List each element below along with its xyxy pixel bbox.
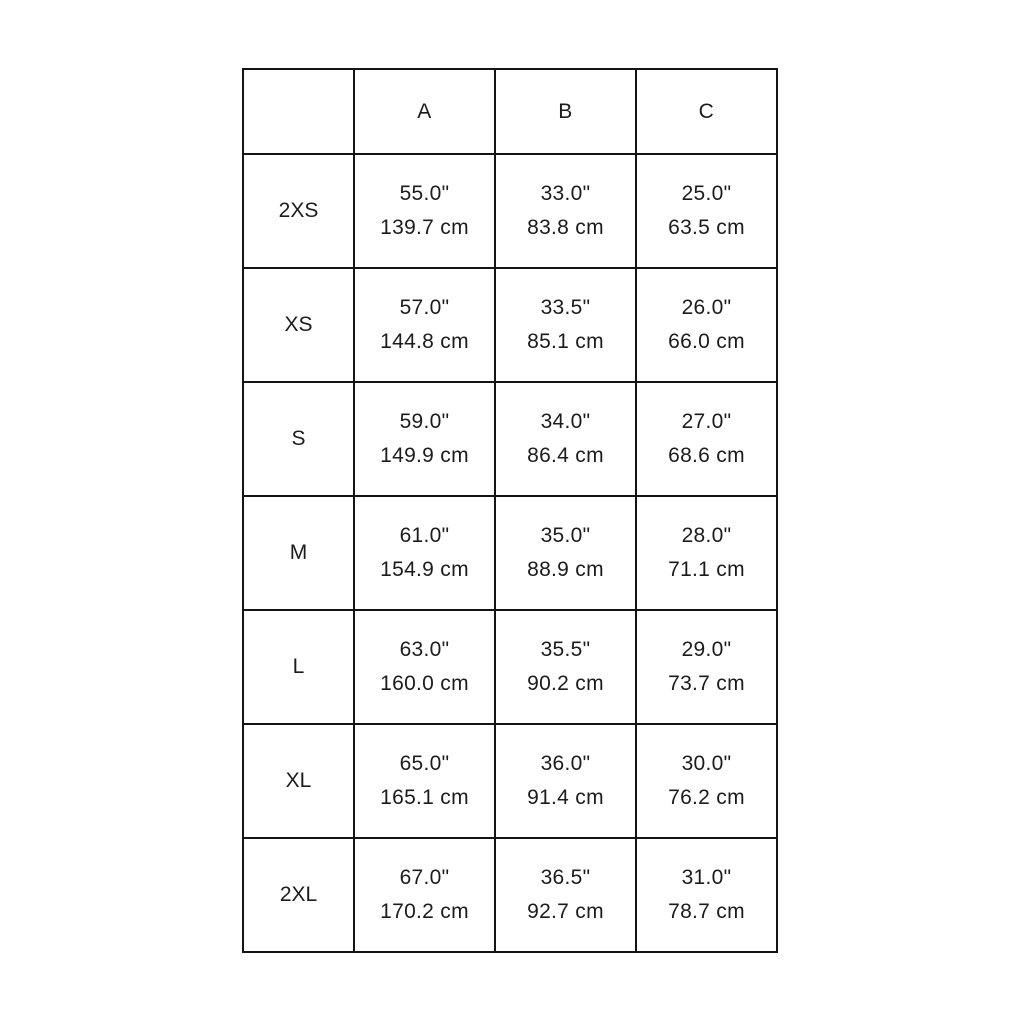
measurement-cell [636, 382, 777, 496]
measurement-cm: 76.2 cm [668, 786, 745, 809]
measurement-inches: 36.0" [540, 752, 591, 775]
measurement-cell [636, 154, 777, 268]
measurement-inches: 28.0" [681, 524, 732, 547]
measurement-inches: 63.0" [399, 638, 450, 661]
measurement-cm: 71.1 cm [668, 558, 745, 581]
size-label: XL [243, 724, 354, 838]
size-chart-table [242, 68, 778, 953]
measurement-cm: 66.0 cm [668, 330, 745, 353]
measurement-cell [495, 610, 636, 724]
size-chart [242, 68, 778, 953]
measurement-cell [495, 838, 636, 952]
measurement-inches: 59.0" [399, 410, 450, 433]
table-row-m [243, 496, 777, 610]
measurement-cm: 85.1 cm [527, 330, 604, 353]
measurement-cell [354, 154, 495, 268]
measurement-cell [636, 496, 777, 610]
measurement-cell [495, 496, 636, 610]
measurement-inches: 36.5" [540, 866, 591, 889]
measurement-inches: 61.0" [399, 524, 450, 547]
measurement-cell [636, 724, 777, 838]
header-corner-cell [243, 69, 354, 154]
measurement-cm: 91.4 cm [527, 786, 604, 809]
measurement-cm: 88.9 cm [527, 558, 604, 581]
column-header-a: A [354, 69, 495, 154]
header-row [243, 69, 777, 154]
measurement-inches: 33.0" [540, 182, 591, 205]
measurement-cell [354, 268, 495, 382]
size-label: L [243, 610, 354, 724]
table-row-2xl [243, 838, 777, 952]
measurement-inches: 29.0" [681, 638, 732, 661]
column-header-c: C [636, 69, 777, 154]
measurement-cm: 78.7 cm [668, 900, 745, 923]
measurement-cm: 63.5 cm [668, 216, 745, 239]
measurement-cell [354, 610, 495, 724]
measurement-cm: 160.0 cm [380, 672, 469, 695]
measurement-cm: 90.2 cm [527, 672, 604, 695]
measurement-cell [354, 724, 495, 838]
measurement-cell [354, 838, 495, 952]
measurement-inches: 26.0" [681, 296, 732, 319]
measurement-inches: 34.0" [540, 410, 591, 433]
measurement-cell [636, 610, 777, 724]
table-row-2xs [243, 154, 777, 268]
size-label: 2XL [243, 838, 354, 952]
table-row-l [243, 610, 777, 724]
measurement-cell [636, 838, 777, 952]
measurement-inches: 31.0" [681, 866, 732, 889]
size-label: XS [243, 268, 354, 382]
measurement-inches: 57.0" [399, 296, 450, 319]
measurement-cm: 154.9 cm [380, 558, 469, 581]
size-label: S [243, 382, 354, 496]
measurement-cell [495, 154, 636, 268]
measurement-cm: 73.7 cm [668, 672, 745, 695]
measurement-cm: 139.7 cm [380, 216, 469, 239]
measurement-cm: 68.6 cm [668, 444, 745, 467]
measurement-cm: 86.4 cm [527, 444, 604, 467]
measurement-inches: 25.0" [681, 182, 732, 205]
table-row-xs [243, 268, 777, 382]
measurement-cell [495, 268, 636, 382]
measurement-inches: 65.0" [399, 752, 450, 775]
measurement-inches: 67.0" [399, 866, 450, 889]
measurement-cm: 149.9 cm [380, 444, 469, 467]
measurement-inches: 35.0" [540, 524, 591, 547]
measurement-cell [636, 268, 777, 382]
column-header-b: B [495, 69, 636, 154]
measurement-cell [495, 382, 636, 496]
size-label: M [243, 496, 354, 610]
measurement-cell [354, 496, 495, 610]
table-row-xl [243, 724, 777, 838]
measurement-cm: 83.8 cm [527, 216, 604, 239]
measurement-inches: 55.0" [399, 182, 450, 205]
table-row-s [243, 382, 777, 496]
measurement-cm: 170.2 cm [380, 900, 469, 923]
measurement-cell [354, 382, 495, 496]
measurement-cm: 165.1 cm [380, 786, 469, 809]
measurement-cm: 92.7 cm [527, 900, 604, 923]
measurement-inches: 30.0" [681, 752, 732, 775]
measurement-cm: 144.8 cm [380, 330, 469, 353]
measurement-inches: 35.5" [540, 638, 591, 661]
measurement-inches: 33.5" [540, 296, 591, 319]
measurement-cell [495, 724, 636, 838]
size-label: 2XS [243, 154, 354, 268]
measurement-inches: 27.0" [681, 410, 732, 433]
